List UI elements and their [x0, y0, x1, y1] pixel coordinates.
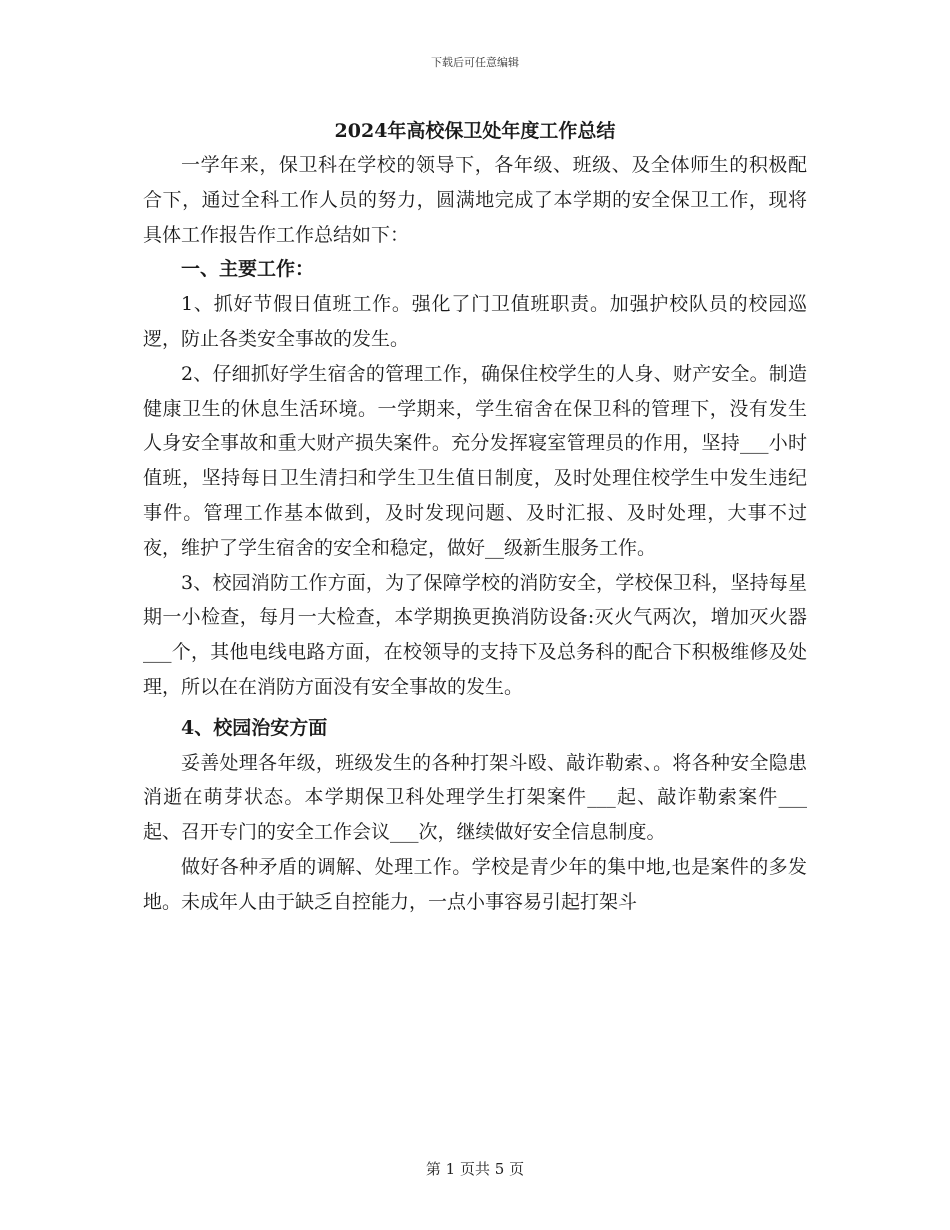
page-header: 下载后可任意编辑 — [431, 56, 519, 69]
page-footer: 第 1 页共 5 页 — [425, 1160, 525, 1178]
intro-paragraph: 一学年来，保卫科在学校的领导下，各年级、班级、及全体师生的积极配合下，通过全科工作人员的努力，圆满地完成了本学期的安全保卫工作，现将具体工作报告作工作总结如下： — [143, 154, 807, 246]
item-1-paragraph: 1、抓好节假日值班工作。强化了门卫值班职责。加强护校队员的校园巡逻，防止各类安全事故的发生。 — [143, 293, 807, 350]
item-4-heading: 4、校园治安方面 — [181, 716, 328, 739]
item-4-paragraph-2: 做好各种矛盾的调解、处理工作。学校是青少年的集中地,也是案件的多发地。未成年人由于缺乏自控能力，一点小事容易引起打架斗 — [143, 855, 807, 913]
item-2-paragraph: 2、仔细抓好学生宿舍的管理工作，确保住校学生的人身、财产安全。制造健康卫生的休息生活环境。一学期来，学生宿舍在保卫科的管理下，没有发生人身安全事故和重大财产损失案件。充分发挥寝室管理员的作用，坚持___小时值班，坚持每日卫生清扫和学生卫生值日制度，及时处理住校学生中发生违纪事件。管理工作基本做到，及时发现问题、及时汇报、及时处理，大事不过夜，维护了学生宿舍的安全和稳定，做好__级新生服务工作。 — [143, 362, 807, 559]
item-3-paragraph: 3、校园消防工作方面，为了保障学校的消防安全，学校保卫科，坚持每星期一小检查，每月一大检查，本学期换更换消防设备:灭火气两次，增加灭火器___个，其他电线电路方面，在校领导的支持下及总务科的配合下积极维修及处理，所以在在消防方面没有安全事故的发生。 — [143, 571, 807, 698]
document-body — [143, 148, 807, 920]
item-4-paragraph-1: 妥善处理各年级，班级发生的各种打架斗殴、敲诈勒索、。将各种安全隐患消逝在萌芽状态。本学期保卫科处理学生打架案件___起、敲诈勒索案件___起、召开专门的安全工作会议___次，继续做好安全信息制度。 — [143, 751, 807, 844]
section-heading-main-work: 一、主要工作： — [181, 258, 315, 281]
document-title: 2024年高校保卫处年度工作总结 — [334, 120, 616, 142]
